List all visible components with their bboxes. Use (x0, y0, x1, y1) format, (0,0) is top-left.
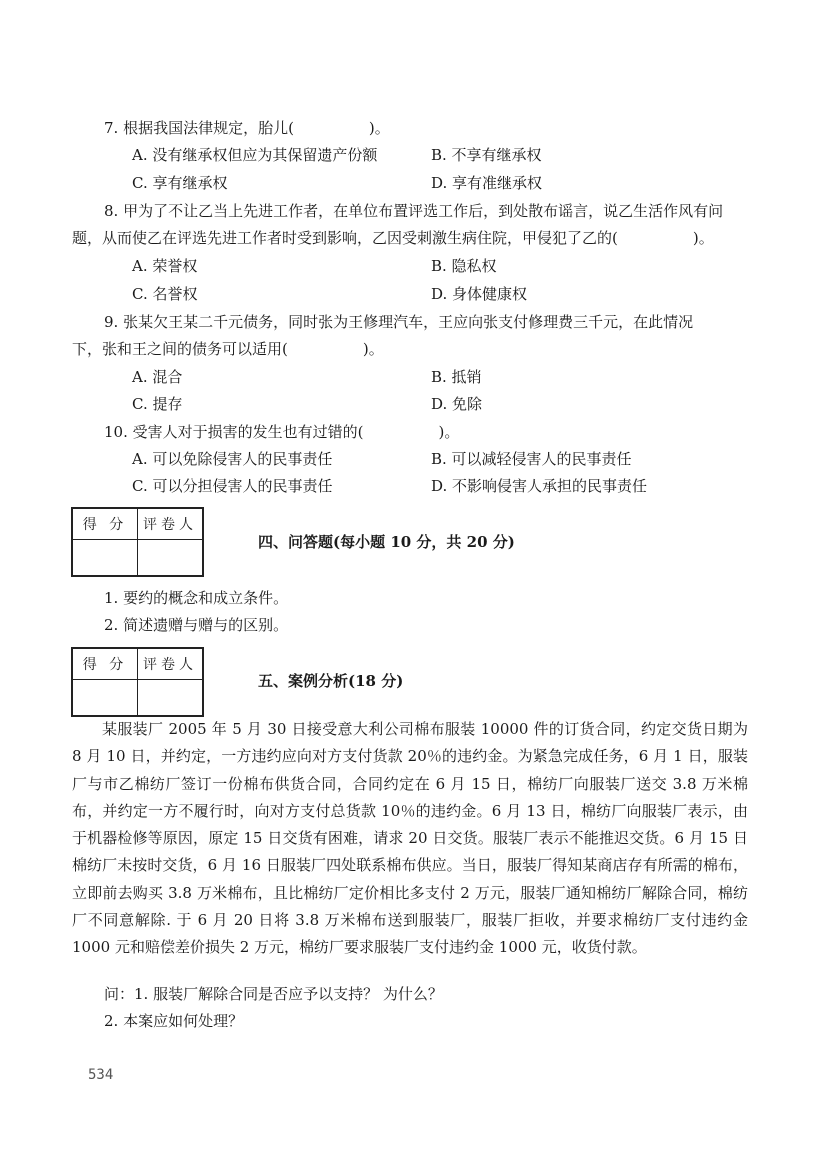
q8-stem-line1: 8. 甲为了不让乙当上先进工作者，在单位布置评选工作后，到处散布谣言，说乙生活作风有问 (104, 202, 724, 220)
q9-stem-line1: 9. 张某欠王某二千元债务，同时张为王修理汽车，王应向张支付修理费三千元，在此情况 (104, 313, 694, 331)
grader-entry-cell[interactable] (138, 540, 204, 577)
q8-option-c: C. 名誉权 (132, 285, 198, 303)
grader-label: 评卷人 (138, 508, 204, 540)
section4-score-box (71, 507, 204, 577)
score-entry-cell[interactable] (72, 680, 138, 717)
case-question-2: 2. 本案应如何处理？ (104, 1012, 244, 1030)
q10-option-c: C. 可以分担侵害人的民事责任 (132, 477, 333, 495)
grader-label: 评卷人 (138, 648, 204, 680)
q8-stem-line2: 题，从而使乙在评选先进工作者时受到影响，乙因受刺激生病住院，甲侵犯了乙的( )。 (72, 229, 714, 247)
section5-score-box (71, 647, 204, 717)
page-number: 534 (88, 1067, 114, 1083)
q7-stem: 7. 根据我国法律规定，胎儿( )。 (104, 119, 390, 137)
section5-title: 五、案例分析(18 分) (258, 672, 404, 690)
q7-option-a: A. 没有继承权但应为其保留遗产份额 (132, 146, 378, 164)
score-label: 得 分 (72, 648, 138, 680)
q10-option-a: A. 可以免除侵害人的民事责任 (132, 450, 333, 468)
q8-option-d: D. 身体健康权 (431, 285, 528, 303)
q7-option-b: B. 不享有继承权 (431, 146, 542, 164)
case-question-1: 问：1. 服装厂解除合同是否应予以支持？ 为什么？ (104, 985, 443, 1003)
q8-option-b: B. 隐私权 (431, 257, 497, 275)
score-label: 得 分 (72, 508, 138, 540)
section4-question-2: 2. 简述遗赠与赠与的区别。 (104, 616, 289, 634)
q9-option-b: B. 抵销 (431, 368, 482, 386)
q10-stem: 10. 受害人对于损害的发生也有过错的( )。 (104, 423, 460, 441)
score-entry-cell[interactable] (72, 540, 138, 577)
case-text: 某服装厂 2005 年 5 月 30 日接受意大利公司棉布服装 10000 件的订货合同，约定交货日期为 8 月 10 日，并约定，一方违约应向对方支付货款 20％的违约金。为紧急完成任务，6 月 1 日，服装厂与市乙棉纺厂签订一份棉布供货合同，合同约定在 6 月 15 日，棉纺厂向服装厂送交 3.8 万米棉布，并约定一方不履行时，向对方支付总货款 10％的违约金。6 月 13 日，棉纺厂向服装厂表示，由于机器检修等原因，原定 15 日交货有困难，请求 20 日交货。服装厂表示不能推迟交货。6 月 15 日棉纺厂未按时交货，6 月 16 日服装厂四处联系棉布供应。当日，服装厂得知某商店存有所需的棉布，立即前去购买 3.8 万米棉布，且比棉纺厂定价相比多支付 2 万元，服装厂通知棉纺厂解除合同，棉纺厂不同意解除. 于 6 月 20 日将 3.8 万米棉布送到服装厂，服装厂拒收，并要求棉纺厂支付违约金 1000 元和赔偿差价损失 2 万元，棉纺厂要求服装厂支付违约金 1000 元，收货付款。 (72, 720, 748, 957)
q9-option-a: A. 混合 (132, 368, 183, 386)
q7-option-c: C. 享有继承权 (132, 174, 228, 192)
q9-option-c: C. 提存 (132, 395, 183, 413)
q8-option-a: A. 荣誉权 (132, 257, 198, 275)
q9-stem-line2: 下，张和王之间的债务可以适用( )。 (72, 340, 384, 358)
q7-option-d: D. 享有准继承权 (431, 174, 543, 192)
section4-title: 四、问答题(每小题 10 分，共 20 分) (258, 533, 515, 551)
q10-option-b: B. 可以减轻侵害人的民事责任 (431, 450, 632, 468)
section4-question-1: 1. 要约的概念和成立条件。 (104, 589, 289, 607)
q10-option-d: D. 不影响侵害人承担的民事责任 (431, 477, 648, 495)
grader-entry-cell[interactable] (138, 680, 204, 717)
q9-option-d: D. 免除 (431, 395, 483, 413)
